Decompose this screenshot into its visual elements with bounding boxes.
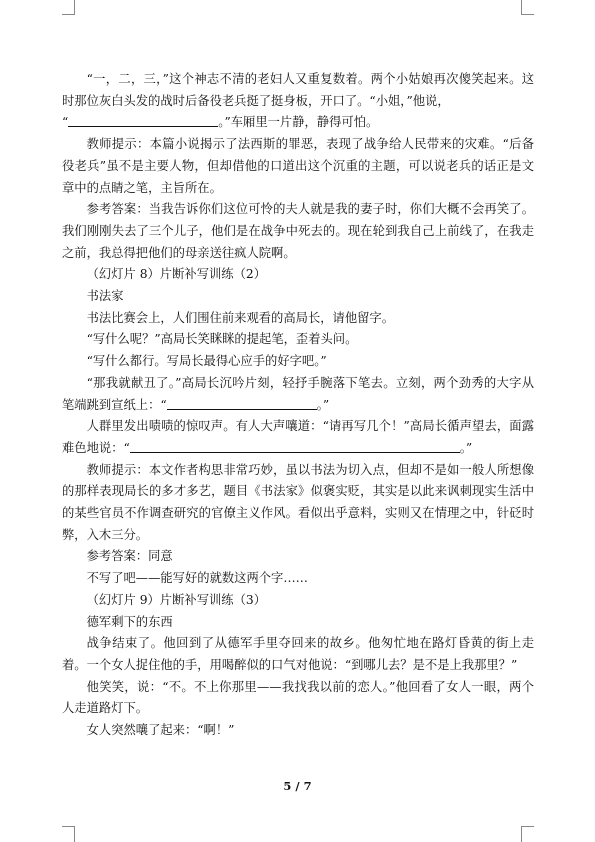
- document-body: [62, 69, 534, 742]
- story-paragraph-contest: 书法比赛会上，人们围住前来观看的高局长，请他留字。: [86, 310, 395, 325]
- crop-mark-top-right: [521, 0, 534, 15]
- answer-line-2: 不写了吧——能写好的就数这两个字……: [86, 571, 308, 586]
- story-paragraph-reply: “写什么都行。写局长最得心应手的好字吧。”: [86, 354, 327, 369]
- answer-blank-1[interactable]: [68, 113, 218, 127]
- crop-mark-bottom-left: [62, 826, 75, 842]
- teacher-tip-2: 教师提示：本文作者构思非常巧妙，虽以书法为切入点，但却不是如一般人所想像的那样表现局长的多才多艺，题目《书法家》似褒实贬，其实是以此来讽刺现实生活中的某些官员不作调查研究的官僚主义作风。看似出乎意料，实则又在情理之中，针砭时弊，入木三分。: [62, 462, 534, 542]
- story-paragraph-question: “写什么呢？”高局长笑眯眯的提起笔，歪着头问。: [86, 332, 358, 347]
- crop-mark-top-left: [62, 0, 75, 15]
- slide-heading-9: （幻灯片 9）片断补写训练（3）: [86, 592, 267, 607]
- story-title-leftovers: 德军剩下的东西: [86, 614, 173, 629]
- fill-in-paragraph-crowd: [62, 416, 534, 459]
- story-title-calligrapher: 书法家: [86, 289, 124, 304]
- answer-blank-3[interactable]: [130, 439, 460, 453]
- story-paragraph-counting: “一，二，三，”这个神志不清的老妇人又重复数着。两个小姑娘再次傻笑起来。这时那位灰白头发的战时后备役老兵挺了挺身板，开口了。“小姐，”他说，: [62, 72, 534, 108]
- paragraph-tail: 。”车厢里一片静，静得可怕。: [218, 115, 379, 130]
- paragraph-text: 人群里发出啧啧的惊叹声。有人大声嚷道：“请再写几个！”高局长循声望去，面露难色地说：“: [62, 419, 534, 455]
- story-paragraph-shout: 女人突然嚷了起来：“啊！”: [86, 723, 235, 738]
- fill-in-paragraph-veteran: [62, 112, 534, 134]
- story-paragraph-war-ended: 战争结束了。他回到了从德军手里夺回来的故乡。他匆忙地在路灯昏黄的街上走着。一个女人捉住他的手，用喝醉似的口气对他说：“到哪儿去？是不是上我那里？”: [62, 636, 534, 672]
- answer-blank-2[interactable]: [167, 396, 317, 410]
- paragraph-text: “那我就献丑了。”高局长沉吟片刻，轻抒手腕落下笔去。立刻，两个劲秀的大字从笔端跳到宣纸上：“: [62, 375, 534, 412]
- page-number: 5 / 7: [283, 779, 312, 793]
- paragraph-tail: 。”: [459, 440, 473, 455]
- reference-answer-2: 参考答案：同意: [86, 549, 173, 564]
- paragraph-tail: 。”: [316, 397, 330, 412]
- teacher-tip-1: 教师提示：本篇小说揭示了法西斯的罪恶，表现了战争给人民带来的灾难。“后备役老兵”虽不是主要人物，但却借他的口道出这个沉重的主题，可以说老兵的话正是文章中的点睛之笔，主旨所在。: [62, 137, 534, 195]
- slide-heading-8: （幻灯片 8）片断补写训练（2）: [86, 267, 267, 282]
- story-paragraph-laugh: 他笑笑，说：“不。不上你那里——我找我以前的恋人。”他回看了女人一眼，两个人走道路灯下。: [62, 679, 534, 716]
- fill-in-paragraph-writing: [62, 373, 534, 416]
- crop-mark-bottom-right: [521, 826, 534, 842]
- reference-answer-1: 参考答案：当我告诉你们这位可怜的夫人就是我的妻子时，你们大概不会再笑了。我们刚刚失去了三个儿子，他们是在战争中死去的。现在轮到我自己上前线了，在我走之前，我总得把他们的母亲送往疯人院啊。: [62, 202, 534, 260]
- open-quote: “: [62, 115, 69, 130]
